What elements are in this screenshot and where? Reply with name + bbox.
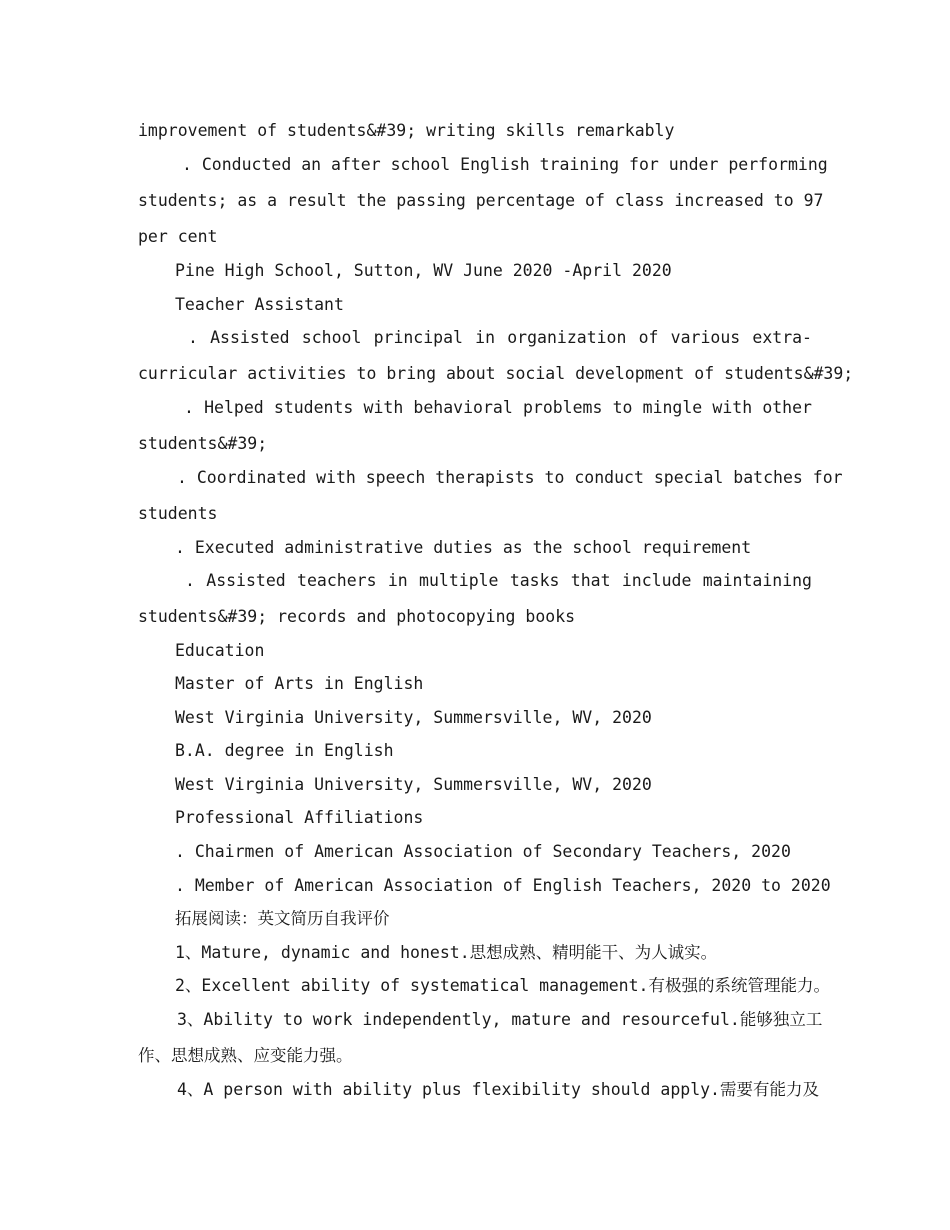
bullet-line: . Helped students with behavioral problems to mingle with other [184, 398, 812, 417]
text-line: students [138, 504, 218, 523]
list-item: 4、A person with ability plus flexibility should apply.需要有能力及 [177, 1080, 819, 1099]
section-heading-affiliations: Professional Affiliations [175, 808, 424, 827]
bullet-line: . Executed administrative duties as the school requirement [175, 538, 752, 557]
job-title: Teacher Assistant [175, 295, 344, 314]
degree-line: B.A. degree in English [175, 741, 394, 760]
bullet-line: . Assisted teachers in multiple tasks that include maintaining [185, 571, 812, 590]
section-heading-education: Education [175, 641, 265, 660]
text-line: students&#39; records and photocopying books [138, 607, 576, 626]
text-line: students&#39; [138, 434, 268, 453]
bullet-line: . Conducted an after school English training for under performing [182, 155, 828, 174]
list-item: 2、Excellent ability of systematical management.有极强的系统管理能力。 [175, 976, 830, 995]
bullet-line: . Assisted school principal in organization of various extra- [188, 328, 812, 347]
bullet-line: . Coordinated with speech therapists to conduct special batches for [177, 468, 843, 487]
degree-line: Master of Arts in English [175, 674, 424, 693]
bullet-line: . Member of American Association of English Teachers, 2020 to 2020 [175, 876, 831, 895]
text-line: 作、思想成熟、应变能力强。 [138, 1046, 353, 1065]
list-item: 3、Ability to work independently, mature and resourceful.能够独立工 [177, 1010, 823, 1029]
text-line: curricular activities to bring about social development of students&#39; [138, 364, 854, 383]
job-line: Pine High School, Sutton, WV June 2020 -April 2020 [175, 261, 672, 280]
text-line: per cent [138, 227, 218, 246]
bullet-line: . Chairmen of American Association of Secondary Teachers, 2020 [175, 842, 791, 861]
school-line: West Virginia University, Summersville, WV, 2020 [175, 708, 652, 727]
text-line: improvement of students&#39; writing skills remarkably [138, 121, 675, 140]
section-heading-extended-reading: 拓展阅读：英文简历自我评价 [175, 909, 390, 928]
text-line: students; as a result the passing percentage of class increased to 97 [138, 191, 824, 210]
school-line: West Virginia University, Summersville, WV, 2020 [175, 775, 652, 794]
list-item: 1、Mature, dynamic and honest.思想成熟、精明能干、为人诚实。 [175, 943, 718, 962]
